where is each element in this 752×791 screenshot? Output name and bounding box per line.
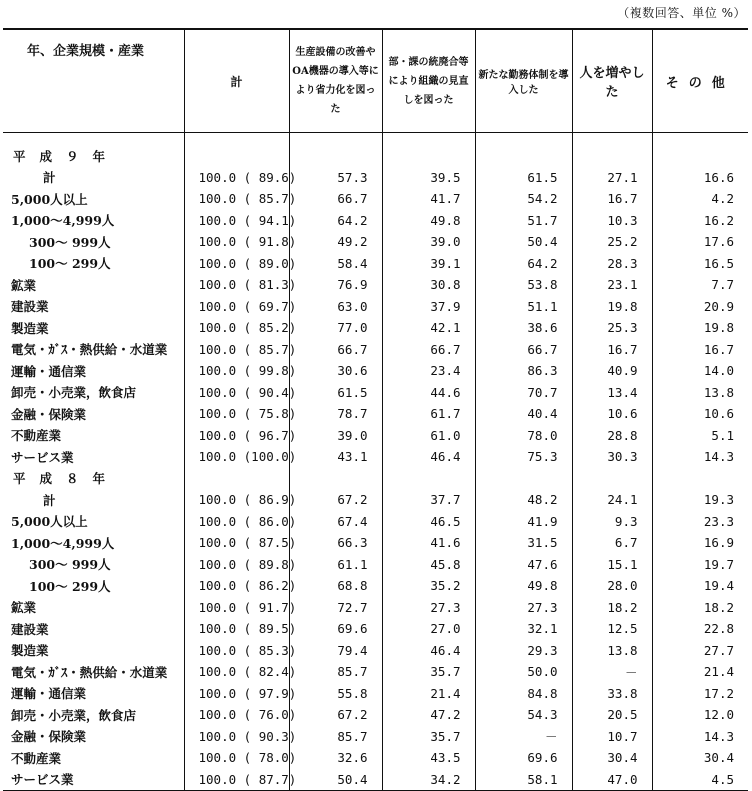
- value-cell: 61.7: [382, 403, 475, 425]
- row-label: 計: [43, 170, 56, 186]
- value-cell: 64.2: [475, 253, 572, 275]
- value-cell: 30.6: [289, 360, 382, 382]
- value-cell: 19.8: [652, 317, 748, 339]
- table-row: [3, 683, 748, 705]
- total-cell: 100.0 ( 85.2): [184, 317, 289, 339]
- value-cell: 14.3: [652, 446, 748, 468]
- value-cell: 84.8: [475, 683, 572, 705]
- value-cell: 63.0: [289, 296, 382, 318]
- table-row: [3, 382, 748, 404]
- empty-cell: [572, 468, 652, 490]
- total-cell: 100.0 ( 82.4): [184, 661, 289, 683]
- value-cell: 66.7: [289, 188, 382, 210]
- value-cell: 46.4: [382, 446, 475, 468]
- value-cell: 5.1: [652, 425, 748, 447]
- value-cell: 41.7: [382, 188, 475, 210]
- total-cell: 100.0 ( 87.7): [184, 769, 289, 791]
- row-label: サービス業: [11, 449, 74, 465]
- value-cell: 27.0: [382, 618, 475, 640]
- row-label: 卸売・小売業，飲食店: [11, 385, 137, 401]
- total-cell: 100.0 ( 97.9): [184, 683, 289, 705]
- table-row: [3, 618, 748, 640]
- table-row: [3, 296, 748, 318]
- empty-cell: [184, 133, 289, 146]
- value-cell: 54.3: [475, 704, 572, 726]
- value-cell: 48.2: [475, 489, 572, 511]
- value-cell: 31.5: [475, 532, 572, 554]
- row-label: 不動産業: [11, 750, 62, 766]
- value-cell: 40.9: [572, 360, 652, 382]
- table-row: [3, 425, 748, 447]
- empty-cell: [289, 133, 382, 146]
- year-row: [3, 145, 748, 167]
- value-cell: 10.7: [572, 726, 652, 748]
- row-label: 鉱業: [11, 277, 37, 293]
- value-cell: 28.0: [572, 575, 652, 597]
- value-cell: －: [475, 726, 572, 748]
- value-cell: 77.0: [289, 317, 382, 339]
- header-category: 年、企業規模・産業: [3, 29, 184, 133]
- empty-cell: [475, 133, 572, 146]
- header-row: [3, 29, 748, 133]
- value-cell: 85.7: [289, 726, 382, 748]
- value-cell: 49.8: [382, 210, 475, 232]
- total-cell: 100.0 ( 87.5): [184, 532, 289, 554]
- value-cell: 39.0: [382, 231, 475, 253]
- value-cell: 86.3: [475, 360, 572, 382]
- value-cell: 39.0: [289, 425, 382, 447]
- year-row: [3, 468, 748, 490]
- row-label: 金融・保険業: [11, 406, 87, 422]
- value-cell: 58.1: [475, 769, 572, 791]
- value-cell: 70.7: [475, 382, 572, 404]
- value-cell: 18.2: [572, 597, 652, 619]
- value-cell: 41.9: [475, 511, 572, 533]
- value-cell: 76.9: [289, 274, 382, 296]
- total-cell: 100.0 ( 78.0): [184, 747, 289, 769]
- value-cell: 47.0: [572, 769, 652, 791]
- empty-cell: [572, 145, 652, 167]
- value-cell: 66.7: [382, 339, 475, 361]
- value-cell: 20.9: [652, 296, 748, 318]
- value-cell: 85.7: [289, 661, 382, 683]
- empty-cell: [289, 468, 382, 490]
- value-cell: 30.4: [572, 747, 652, 769]
- value-cell: 67.4: [289, 511, 382, 533]
- value-cell: 16.7: [572, 188, 652, 210]
- value-cell: 42.1: [382, 317, 475, 339]
- value-cell: 41.6: [382, 532, 475, 554]
- year-label: 平成８年: [13, 471, 120, 487]
- value-cell: 68.8: [289, 575, 382, 597]
- value-cell: 28.8: [572, 425, 652, 447]
- value-cell: 40.4: [475, 403, 572, 425]
- table-row: [3, 253, 748, 275]
- value-cell: 14.3: [652, 726, 748, 748]
- value-cell: 18.2: [652, 597, 748, 619]
- table-row: [3, 769, 748, 791]
- value-cell: 67.2: [289, 704, 382, 726]
- row-label: 100～ 299人: [29, 578, 111, 594]
- value-cell: 35.7: [382, 661, 475, 683]
- value-cell: 78.7: [289, 403, 382, 425]
- row-label: 不動産業: [11, 428, 62, 444]
- value-cell: 12.0: [652, 704, 748, 726]
- value-cell: 35.7: [382, 726, 475, 748]
- value-cell: 10.6: [652, 403, 748, 425]
- value-cell: 49.2: [289, 231, 382, 253]
- row-label: 鉱業: [11, 600, 37, 616]
- value-cell: 50.0: [475, 661, 572, 683]
- row-label: サービス業: [3, 769, 184, 791]
- value-cell: 30.3: [572, 446, 652, 468]
- row-label: 1,000～4,999人: [11, 535, 115, 551]
- header-new-work-system: 新たな勤務体制を導入した: [475, 29, 572, 133]
- value-cell: 37.9: [382, 296, 475, 318]
- table-row: [3, 446, 748, 468]
- unit-note: （複数回答、単位 %）: [617, 6, 746, 20]
- row-label: 5,000人以上: [11, 191, 88, 207]
- value-cell: 19.3: [652, 489, 748, 511]
- empty-cell: [289, 145, 382, 167]
- value-cell: 4.5: [652, 769, 748, 791]
- header-reorganization: 部・課の統廃合等により組織の見直しを図った: [382, 29, 475, 133]
- table-row: [3, 274, 748, 296]
- empty-cell: [475, 468, 572, 490]
- value-cell: 51.7: [475, 210, 572, 232]
- total-cell: 100.0 ( 99.8): [184, 360, 289, 382]
- empty-cell: [3, 133, 184, 146]
- total-cell: 100.0 ( 85.7): [184, 188, 289, 210]
- value-cell: 15.1: [572, 554, 652, 576]
- value-cell: 32.6: [289, 747, 382, 769]
- value-cell: 54.2: [475, 188, 572, 210]
- value-cell: 16.2: [652, 210, 748, 232]
- row-label: 100～ 299人: [29, 256, 111, 272]
- total-cell: 100.0 ( 90.4): [184, 382, 289, 404]
- row-label: 1,000～4,999人: [11, 213, 115, 229]
- table-row: [3, 511, 748, 533]
- value-cell: 17.2: [652, 683, 748, 705]
- table-row: [3, 167, 748, 189]
- table-row: [3, 640, 748, 662]
- value-cell: 49.8: [475, 575, 572, 597]
- total-cell: 100.0 ( 81.3): [184, 274, 289, 296]
- row-label: 運輸・通信業: [11, 363, 87, 379]
- total-cell: 100.0 ( 85.7): [184, 339, 289, 361]
- value-cell: 29.3: [475, 640, 572, 662]
- value-cell: 28.3: [572, 253, 652, 275]
- value-cell: 44.6: [382, 382, 475, 404]
- row-label: 電気・ｶﾞｽ・熱供給・水道業: [11, 342, 168, 358]
- value-cell: 16.5: [652, 253, 748, 275]
- table-row: [3, 489, 748, 511]
- value-cell: 57.3: [289, 167, 382, 189]
- value-cell: 58.4: [289, 253, 382, 275]
- empty-cell: [382, 468, 475, 490]
- value-cell: 79.4: [289, 640, 382, 662]
- row-label: 運輸・通信業: [11, 686, 87, 702]
- value-cell: 69.6: [475, 747, 572, 769]
- value-cell: 19.4: [652, 575, 748, 597]
- empty-cell: [382, 133, 475, 146]
- value-cell: 27.1: [572, 167, 652, 189]
- total-cell: 100.0 ( 94.1): [184, 210, 289, 232]
- value-cell: 13.8: [572, 640, 652, 662]
- value-cell: 37.7: [382, 489, 475, 511]
- row-label: 300～ 999人: [29, 234, 111, 250]
- empty-cell: [184, 145, 289, 167]
- value-cell: 39.5: [382, 167, 475, 189]
- value-cell: 66.7: [289, 339, 382, 361]
- row-label: 製造業: [11, 643, 49, 659]
- value-cell: 19.7: [652, 554, 748, 576]
- value-cell: 64.2: [289, 210, 382, 232]
- value-cell: 50.4: [289, 769, 382, 791]
- spacer-row: [3, 133, 748, 146]
- value-cell: 47.6: [475, 554, 572, 576]
- total-cell: 100.0 ( 96.7): [184, 425, 289, 447]
- value-cell: 17.6: [652, 231, 748, 253]
- value-cell: 10.3: [572, 210, 652, 232]
- total-cell: 100.0 ( 76.0): [184, 704, 289, 726]
- row-label: 建設業: [11, 621, 49, 637]
- row-label: 計: [43, 492, 56, 508]
- value-cell: 7.7: [652, 274, 748, 296]
- total-cell: 100.0 ( 75.8): [184, 403, 289, 425]
- value-cell: 30.4: [652, 747, 748, 769]
- total-cell: 100.0 ( 91.8): [184, 231, 289, 253]
- table-row: [3, 726, 748, 748]
- value-cell: 25.3: [572, 317, 652, 339]
- value-cell: 19.8: [572, 296, 652, 318]
- table-row: [3, 403, 748, 425]
- row-label: 卸売・小売業，飲食店: [11, 707, 137, 723]
- table-row: [3, 339, 748, 361]
- value-cell: 46.5: [382, 511, 475, 533]
- value-cell: 13.4: [572, 382, 652, 404]
- total-cell: 100.0 ( 89.5): [184, 618, 289, 640]
- table-row: [3, 575, 748, 597]
- value-cell: 67.2: [289, 489, 382, 511]
- value-cell: 27.3: [382, 597, 475, 619]
- total-cell: 100.0 ( 86.2): [184, 575, 289, 597]
- value-cell: －: [572, 661, 652, 683]
- value-cell: 21.4: [652, 661, 748, 683]
- row-label: 金融・保険業: [11, 729, 87, 745]
- table-row: [3, 360, 748, 382]
- value-cell: 50.4: [475, 231, 572, 253]
- total-cell: 100.0 ( 86.9): [184, 489, 289, 511]
- value-cell: 61.5: [475, 167, 572, 189]
- value-cell: 72.7: [289, 597, 382, 619]
- value-cell: 16.7: [572, 339, 652, 361]
- value-cell: 38.6: [475, 317, 572, 339]
- value-cell: 43.5: [382, 747, 475, 769]
- value-cell: 24.1: [572, 489, 652, 511]
- value-cell: 61.5: [289, 382, 382, 404]
- total-cell: 100.0 ( 86.0): [184, 511, 289, 533]
- empty-cell: [572, 133, 652, 146]
- table-row: [3, 188, 748, 210]
- total-cell: 100.0 ( 91.7): [184, 597, 289, 619]
- table-row: [3, 554, 748, 576]
- value-cell: 30.8: [382, 274, 475, 296]
- table-row: [3, 747, 748, 769]
- table-row: [3, 317, 748, 339]
- table-row: [3, 597, 748, 619]
- empty-cell: [184, 468, 289, 490]
- value-cell: 34.2: [382, 769, 475, 791]
- value-cell: 75.3: [475, 446, 572, 468]
- value-cell: 55.8: [289, 683, 382, 705]
- value-cell: 4.2: [652, 188, 748, 210]
- value-cell: 47.2: [382, 704, 475, 726]
- total-cell: 100.0 (100.0): [184, 446, 289, 468]
- value-cell: 43.1: [289, 446, 382, 468]
- value-cell: 32.1: [475, 618, 572, 640]
- value-cell: 69.6: [289, 618, 382, 640]
- value-cell: 16.9: [652, 532, 748, 554]
- table-row: [3, 532, 748, 554]
- value-cell: 33.8: [572, 683, 652, 705]
- empty-cell: [382, 145, 475, 167]
- value-cell: 45.8: [382, 554, 475, 576]
- statistics-table: [3, 28, 748, 791]
- value-cell: 35.2: [382, 575, 475, 597]
- table-row: [3, 661, 748, 683]
- total-cell: 100.0 ( 89.6): [184, 167, 289, 189]
- value-cell: 20.5: [572, 704, 652, 726]
- year-label: 平成９年: [13, 148, 120, 164]
- value-cell: 16.6: [652, 167, 748, 189]
- value-cell: 21.4: [382, 683, 475, 705]
- value-cell: 23.3: [652, 511, 748, 533]
- row-label: 5,000人以上: [11, 514, 88, 530]
- value-cell: 46.4: [382, 640, 475, 662]
- total-cell: 100.0 ( 89.0): [184, 253, 289, 275]
- table-row: [3, 210, 748, 232]
- empty-cell: [652, 133, 748, 146]
- value-cell: 9.3: [572, 511, 652, 533]
- value-cell: 27.3: [475, 597, 572, 619]
- row-label: 電気・ｶﾞｽ・熱供給・水道業: [11, 664, 168, 680]
- row-label: 建設業: [11, 299, 49, 315]
- total-cell: 100.0 ( 69.7): [184, 296, 289, 318]
- value-cell: 66.7: [475, 339, 572, 361]
- value-cell: 66.3: [289, 532, 382, 554]
- value-cell: 61.1: [289, 554, 382, 576]
- empty-cell: [652, 468, 748, 490]
- header-labor-saving: 生産設備の改善やOA機器の導入等により省力化を図った: [289, 29, 382, 133]
- value-cell: 39.1: [382, 253, 475, 275]
- value-cell: 22.8: [652, 618, 748, 640]
- value-cell: 10.6: [572, 403, 652, 425]
- total-cell: 100.0 ( 90.3): [184, 726, 289, 748]
- value-cell: 14.0: [652, 360, 748, 382]
- table-row: [3, 231, 748, 253]
- table-body: [3, 133, 748, 791]
- row-label: 300～ 999人: [29, 557, 111, 573]
- value-cell: 23.4: [382, 360, 475, 382]
- empty-cell: [475, 145, 572, 167]
- value-cell: 27.7: [652, 640, 748, 662]
- total-cell: 100.0 ( 85.3): [184, 640, 289, 662]
- value-cell: 61.0: [382, 425, 475, 447]
- header-hired-more: 人を増やした: [572, 29, 652, 133]
- header-total: 計: [184, 29, 289, 133]
- total-cell: 100.0 ( 89.8): [184, 554, 289, 576]
- value-cell: 78.0: [475, 425, 572, 447]
- header-other: その他: [652, 29, 748, 133]
- value-cell: 53.8: [475, 274, 572, 296]
- value-cell: 23.1: [572, 274, 652, 296]
- value-cell: 25.2: [572, 231, 652, 253]
- value-cell: 16.7: [652, 339, 748, 361]
- row-label: 製造業: [11, 320, 49, 336]
- empty-cell: [652, 145, 748, 167]
- value-cell: 51.1: [475, 296, 572, 318]
- value-cell: 12.5: [572, 618, 652, 640]
- value-cell: 13.8: [652, 382, 748, 404]
- value-cell: 6.7: [572, 532, 652, 554]
- table-row: [3, 704, 748, 726]
